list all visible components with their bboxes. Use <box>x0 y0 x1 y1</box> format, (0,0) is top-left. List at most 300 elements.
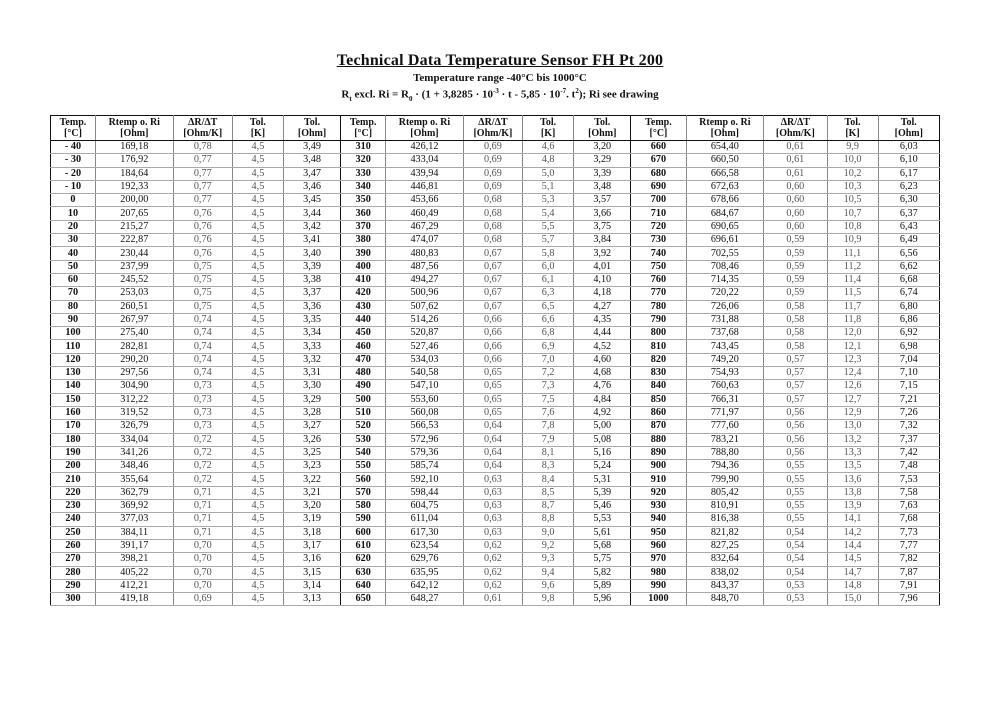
temp-cell: 280 <box>51 566 96 579</box>
value-cell: 0,61 <box>764 141 827 154</box>
value-cell: 5,3 <box>523 194 574 207</box>
value-cell: 377,03 <box>95 513 173 526</box>
temp-cell: 710 <box>631 207 686 220</box>
value-cell: 3,34 <box>283 327 340 340</box>
value-cell: 5,39 <box>574 486 631 499</box>
value-cell: 0,56 <box>764 406 827 419</box>
temp-cell: 460 <box>341 340 386 353</box>
value-cell: 0,61 <box>463 593 522 606</box>
value-cell: 8,4 <box>523 473 574 486</box>
value-cell: 253,03 <box>95 287 173 300</box>
data-table <box>50 115 940 606</box>
value-cell: 827,25 <box>686 539 764 552</box>
value-cell: 334,04 <box>95 433 173 446</box>
temp-cell: 1000 <box>631 593 686 606</box>
value-cell: 4,5 <box>232 273 283 286</box>
value-cell: 642,12 <box>386 579 464 592</box>
page-title: Technical Data Temperature Sensor FH Pt 200 <box>336 52 664 69</box>
value-cell: 553,60 <box>386 393 464 406</box>
temp-cell: 290 <box>51 579 96 592</box>
table-row <box>51 247 940 260</box>
value-cell: 5,16 <box>574 446 631 459</box>
temp-cell: 570 <box>341 486 386 499</box>
column-header: ΔR/ΔT [Ohm/K] <box>463 116 522 141</box>
value-cell: 0,69 <box>173 593 232 606</box>
value-cell: 0,62 <box>463 579 522 592</box>
value-cell: 184,64 <box>95 167 173 180</box>
value-cell: 453,66 <box>386 194 464 207</box>
value-cell: 0,76 <box>173 207 232 220</box>
table-row <box>51 154 940 167</box>
value-cell: 200,00 <box>95 194 173 207</box>
value-cell: 7,96 <box>878 593 939 606</box>
value-cell: 726,06 <box>686 300 764 313</box>
value-cell: 7,5 <box>523 393 574 406</box>
value-cell: 5,53 <box>574 513 631 526</box>
value-cell: 474,07 <box>386 234 464 247</box>
value-cell: 326,79 <box>95 420 173 433</box>
value-cell: 7,73 <box>878 526 939 539</box>
value-cell: 749,20 <box>686 353 764 366</box>
column-header: Rtemp o. Ri [Ohm] <box>95 116 173 141</box>
value-cell: 4,44 <box>574 327 631 340</box>
value-cell: 3,39 <box>574 167 631 180</box>
temp-cell: 870 <box>631 420 686 433</box>
value-cell: 10,8 <box>827 220 878 233</box>
value-cell: 0,71 <box>173 526 232 539</box>
value-cell: 7,77 <box>878 539 939 552</box>
column-header: Rtemp o. Ri [Ohm] <box>686 116 764 141</box>
table-row <box>51 593 940 606</box>
value-cell: 0,66 <box>463 327 522 340</box>
value-cell: 4,5 <box>232 406 283 419</box>
value-cell: 572,96 <box>386 433 464 446</box>
value-cell: 11,5 <box>827 287 878 300</box>
value-cell: 237,99 <box>95 260 173 273</box>
value-cell: 13,0 <box>827 420 878 433</box>
value-cell: 604,75 <box>386 500 464 513</box>
value-cell: 426,12 <box>386 141 464 154</box>
value-cell: 0,74 <box>173 313 232 326</box>
value-cell: 7,82 <box>878 553 939 566</box>
value-cell: 0,70 <box>173 553 232 566</box>
temp-cell: 920 <box>631 486 686 499</box>
temp-cell: 560 <box>341 473 386 486</box>
value-cell: 4,5 <box>232 566 283 579</box>
value-cell: 4,5 <box>232 513 283 526</box>
value-cell: 487,56 <box>386 260 464 273</box>
value-cell: 7,04 <box>878 353 939 366</box>
value-cell: 6,37 <box>878 207 939 220</box>
value-cell: 0,64 <box>463 420 522 433</box>
value-cell: 3,31 <box>283 367 340 380</box>
value-cell: 0,53 <box>764 579 827 592</box>
value-cell: 9,6 <box>523 579 574 592</box>
temp-cell: 110 <box>51 340 96 353</box>
value-cell: 585,74 <box>386 460 464 473</box>
value-cell: 11,2 <box>827 260 878 273</box>
value-cell: 0,67 <box>463 273 522 286</box>
value-cell: 0,57 <box>764 353 827 366</box>
temp-cell: 130 <box>51 367 96 380</box>
value-cell: 4,5 <box>232 500 283 513</box>
value-cell: 7,87 <box>878 566 939 579</box>
column-header: ΔR/ΔT [Ohm/K] <box>173 116 232 141</box>
value-cell: 788,80 <box>686 446 764 459</box>
value-cell: 6,98 <box>878 340 939 353</box>
value-cell: 14,1 <box>827 513 878 526</box>
value-cell: 0,53 <box>764 593 827 606</box>
value-cell: 4,5 <box>232 473 283 486</box>
value-cell: 3,39 <box>283 260 340 273</box>
value-cell: 0,59 <box>764 260 827 273</box>
value-cell: 0,55 <box>764 473 827 486</box>
table-row <box>51 539 940 552</box>
value-cell: 0,75 <box>173 300 232 313</box>
value-cell: 14,7 <box>827 566 878 579</box>
value-cell: 4,5 <box>232 579 283 592</box>
temp-cell: 140 <box>51 380 96 393</box>
value-cell: 777,60 <box>686 420 764 433</box>
temp-cell: 180 <box>51 433 96 446</box>
value-cell: 6,56 <box>878 247 939 260</box>
value-cell: 5,08 <box>574 433 631 446</box>
value-cell: 678,66 <box>686 194 764 207</box>
temp-cell: 470 <box>341 353 386 366</box>
table-row <box>51 513 940 526</box>
value-cell: 13,3 <box>827 446 878 459</box>
value-cell: 10,2 <box>827 167 878 180</box>
value-cell: 611,04 <box>386 513 464 526</box>
value-cell: 0,72 <box>173 433 232 446</box>
value-cell: 0,73 <box>173 406 232 419</box>
value-cell: 7,53 <box>878 473 939 486</box>
column-header: Tol. [K] <box>523 116 574 141</box>
value-cell: 9,4 <box>523 566 574 579</box>
value-cell: 13,8 <box>827 486 878 499</box>
table-row <box>51 353 940 366</box>
value-cell: 3,36 <box>283 300 340 313</box>
temp-cell: 720 <box>631 220 686 233</box>
value-cell: 0,73 <box>173 380 232 393</box>
value-cell: 696,61 <box>686 234 764 247</box>
value-cell: 494,27 <box>386 273 464 286</box>
value-cell: 0,56 <box>764 446 827 459</box>
value-cell: 0,74 <box>173 327 232 340</box>
value-cell: 617,30 <box>386 526 464 539</box>
value-cell: 0,69 <box>463 167 522 180</box>
value-cell: 260,51 <box>95 300 173 313</box>
value-cell: 0,68 <box>463 194 522 207</box>
temp-cell: 800 <box>631 327 686 340</box>
value-cell: 4,5 <box>232 433 283 446</box>
value-cell: 5,4 <box>523 207 574 220</box>
value-cell: 13,9 <box>827 500 878 513</box>
value-cell: 13,5 <box>827 460 878 473</box>
value-cell: 4,76 <box>574 380 631 393</box>
value-cell: 0,65 <box>463 393 522 406</box>
value-cell: 3,84 <box>574 234 631 247</box>
value-cell: 4,5 <box>232 380 283 393</box>
value-cell: 222,87 <box>95 234 173 247</box>
table-row <box>51 406 940 419</box>
value-cell: 0,72 <box>173 460 232 473</box>
value-cell: 6,3 <box>523 287 574 300</box>
value-cell: 754,93 <box>686 367 764 380</box>
value-cell: 4,5 <box>232 234 283 247</box>
value-cell: 3,18 <box>283 526 340 539</box>
value-cell: 527,46 <box>386 340 464 353</box>
value-cell: 11,1 <box>827 247 878 260</box>
table-row <box>51 194 940 207</box>
value-cell: 0,56 <box>764 433 827 446</box>
value-cell: 7,63 <box>878 500 939 513</box>
value-cell: 4,5 <box>232 460 283 473</box>
value-cell: 0,57 <box>764 380 827 393</box>
value-cell: 391,17 <box>95 539 173 552</box>
column-header: Temp. [°C] <box>631 116 686 141</box>
value-cell: 5,75 <box>574 553 631 566</box>
value-cell: 0,62 <box>463 566 522 579</box>
value-cell: 12,3 <box>827 353 878 366</box>
value-cell: 660,50 <box>686 154 764 167</box>
table-row <box>51 207 940 220</box>
value-cell: 215,27 <box>95 220 173 233</box>
temp-cell: 10 <box>51 207 96 220</box>
temp-cell: 210 <box>51 473 96 486</box>
value-cell: 3,57 <box>574 194 631 207</box>
table-row <box>51 167 940 180</box>
value-cell: 3,13 <box>283 593 340 606</box>
temp-cell: 670 <box>631 154 686 167</box>
value-cell: 467,29 <box>386 220 464 233</box>
value-cell: 592,10 <box>386 473 464 486</box>
value-cell: 7,15 <box>878 380 939 393</box>
value-cell: 0,61 <box>764 154 827 167</box>
table-row <box>51 141 940 154</box>
value-cell: 0,61 <box>764 167 827 180</box>
value-cell: 12,9 <box>827 406 878 419</box>
value-cell: 0,77 <box>173 154 232 167</box>
temp-cell: 750 <box>631 260 686 273</box>
value-cell: 14,2 <box>827 526 878 539</box>
value-cell: 3,20 <box>574 141 631 154</box>
column-header: Rtemp o. Ri [Ohm] <box>386 116 464 141</box>
value-cell: 0,57 <box>764 367 827 380</box>
value-cell: 0,57 <box>764 393 827 406</box>
value-cell: 3,33 <box>283 340 340 353</box>
temp-cell: 370 <box>341 220 386 233</box>
value-cell: 5,5 <box>523 220 574 233</box>
temp-cell: 490 <box>341 380 386 393</box>
value-cell: 7,0 <box>523 353 574 366</box>
table-row <box>51 300 940 313</box>
value-cell: 666,58 <box>686 167 764 180</box>
value-cell: 0,73 <box>173 393 232 406</box>
value-cell: 297,56 <box>95 367 173 380</box>
temp-cell: 90 <box>51 313 96 326</box>
temp-cell: 580 <box>341 500 386 513</box>
temp-cell: 30 <box>51 234 96 247</box>
temp-cell: 540 <box>341 446 386 459</box>
column-header: ΔR/ΔT [Ohm/K] <box>764 116 827 141</box>
value-cell: 714,35 <box>686 273 764 286</box>
value-cell: 6,49 <box>878 234 939 247</box>
value-cell: 843,37 <box>686 579 764 592</box>
table-row <box>51 579 940 592</box>
value-cell: 304,90 <box>95 380 173 393</box>
value-cell: 0,71 <box>173 513 232 526</box>
value-cell: 3,15 <box>283 566 340 579</box>
temp-cell: - 30 <box>51 154 96 167</box>
column-header: Tol. [Ohm] <box>283 116 340 141</box>
value-cell: 230,44 <box>95 247 173 260</box>
value-cell: 11,7 <box>827 300 878 313</box>
value-cell: 0,59 <box>764 287 827 300</box>
temp-cell: 510 <box>341 406 386 419</box>
temp-cell: 650 <box>341 593 386 606</box>
value-cell: 598,44 <box>386 486 464 499</box>
value-cell: 4,5 <box>232 539 283 552</box>
value-cell: 12,0 <box>827 327 878 340</box>
temp-cell: 320 <box>341 154 386 167</box>
value-cell: 433,04 <box>386 154 464 167</box>
table-row <box>51 180 940 193</box>
value-cell: 0,66 <box>463 340 522 353</box>
table-row <box>51 446 940 459</box>
value-cell: 176,92 <box>95 154 173 167</box>
value-cell: 12,7 <box>827 393 878 406</box>
table-row <box>51 473 940 486</box>
value-cell: 4,01 <box>574 260 631 273</box>
value-cell: 6,30 <box>878 194 939 207</box>
value-cell: 4,5 <box>232 553 283 566</box>
value-cell: 0,67 <box>463 247 522 260</box>
value-cell: 0,68 <box>463 234 522 247</box>
table-row <box>51 553 940 566</box>
value-cell: 4,5 <box>232 353 283 366</box>
value-cell: 702,55 <box>686 247 764 260</box>
temp-cell: 100 <box>51 327 96 340</box>
value-cell: 7,32 <box>878 420 939 433</box>
value-cell: 3,30 <box>283 380 340 393</box>
value-cell: 0,63 <box>463 526 522 539</box>
value-cell: 6,68 <box>878 273 939 286</box>
value-cell: 648,27 <box>386 593 464 606</box>
value-cell: 6,03 <box>878 141 939 154</box>
value-cell: 672,63 <box>686 180 764 193</box>
temp-cell: 250 <box>51 526 96 539</box>
temp-cell: 200 <box>51 460 96 473</box>
value-cell: 8,7 <box>523 500 574 513</box>
document-header <box>0 52 1000 103</box>
value-cell: 0,75 <box>173 273 232 286</box>
value-cell: 0,68 <box>463 220 522 233</box>
column-header: Temp. [°C] <box>51 116 96 141</box>
value-cell: 7,9 <box>523 433 574 446</box>
value-cell: 737,68 <box>686 327 764 340</box>
column-header: Tol. [K] <box>827 116 878 141</box>
value-cell: 821,82 <box>686 526 764 539</box>
temp-cell: 480 <box>341 367 386 380</box>
value-cell: 5,31 <box>574 473 631 486</box>
value-cell: 4,6 <box>523 141 574 154</box>
temp-cell: 980 <box>631 566 686 579</box>
value-cell: 412,21 <box>95 579 173 592</box>
table-row <box>51 393 940 406</box>
value-cell: 5,1 <box>523 180 574 193</box>
value-cell: 0,74 <box>173 353 232 366</box>
value-cell: 0,54 <box>764 526 827 539</box>
value-cell: 7,2 <box>523 367 574 380</box>
value-cell: 0,60 <box>764 180 827 193</box>
value-cell: 207,65 <box>95 207 173 220</box>
value-cell: 5,68 <box>574 539 631 552</box>
value-cell: 5,00 <box>574 420 631 433</box>
temp-cell: - 40 <box>51 141 96 154</box>
value-cell: 7,48 <box>878 460 939 473</box>
value-cell: 0,55 <box>764 513 827 526</box>
value-cell: 13,6 <box>827 473 878 486</box>
value-cell: 3,40 <box>283 247 340 260</box>
temp-cell: 220 <box>51 486 96 499</box>
value-cell: 355,64 <box>95 473 173 486</box>
value-cell: 507,62 <box>386 300 464 313</box>
temp-cell: 690 <box>631 180 686 193</box>
value-cell: 4,5 <box>232 167 283 180</box>
value-cell: 3,42 <box>283 220 340 233</box>
value-cell: 6,5 <box>523 300 574 313</box>
value-cell: 4,5 <box>232 486 283 499</box>
temp-cell: 970 <box>631 553 686 566</box>
value-cell: 579,36 <box>386 446 464 459</box>
value-cell: 4,5 <box>232 220 283 233</box>
temp-cell: 940 <box>631 513 686 526</box>
table-row <box>51 526 940 539</box>
value-cell: 4,5 <box>232 154 283 167</box>
value-cell: 0,77 <box>173 180 232 193</box>
value-cell: 4,35 <box>574 313 631 326</box>
value-cell: 3,27 <box>283 420 340 433</box>
value-cell: 534,03 <box>386 353 464 366</box>
value-cell: 0,69 <box>463 141 522 154</box>
value-cell: 348,46 <box>95 460 173 473</box>
value-cell: 566,53 <box>386 420 464 433</box>
value-cell: 0,60 <box>764 207 827 220</box>
value-cell: 12,1 <box>827 340 878 353</box>
value-cell: 7,91 <box>878 579 939 592</box>
temp-cell: 340 <box>341 180 386 193</box>
value-cell: 290,20 <box>95 353 173 366</box>
value-cell: 0,54 <box>764 553 827 566</box>
value-cell: 0,72 <box>173 446 232 459</box>
value-cell: 10,3 <box>827 180 878 193</box>
temp-cell: 590 <box>341 513 386 526</box>
value-cell: 10,9 <box>827 234 878 247</box>
temp-cell: 900 <box>631 460 686 473</box>
temp-cell: 380 <box>341 234 386 247</box>
value-cell: 11,4 <box>827 273 878 286</box>
value-cell: 6,8 <box>523 327 574 340</box>
value-cell: 405,22 <box>95 566 173 579</box>
value-cell: 0,76 <box>173 220 232 233</box>
temp-cell: 400 <box>341 260 386 273</box>
value-cell: 799,90 <box>686 473 764 486</box>
temp-cell: 850 <box>631 393 686 406</box>
value-cell: 6,62 <box>878 260 939 273</box>
temp-cell: 790 <box>631 313 686 326</box>
temp-cell: 820 <box>631 353 686 366</box>
